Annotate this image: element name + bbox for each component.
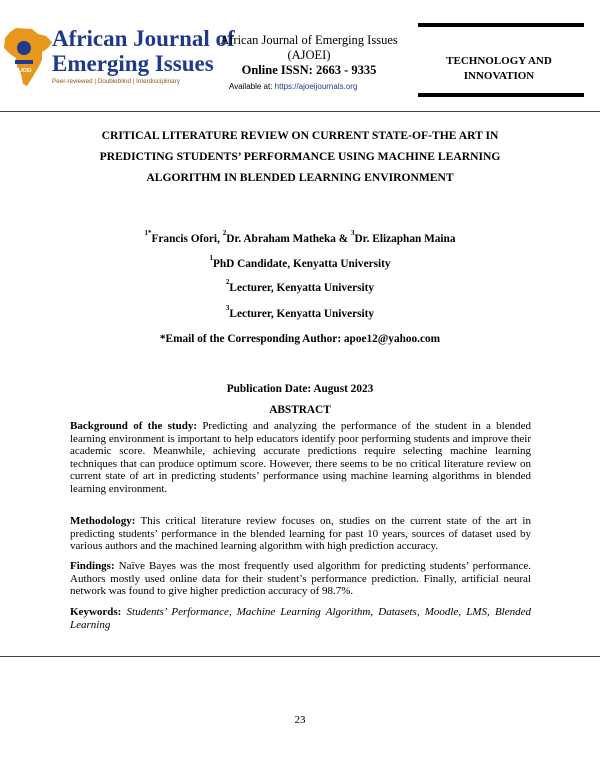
affiliation-1 [0, 254, 600, 270]
affiliation-sup: 3 [225, 304, 230, 312]
logo-title [52, 26, 235, 76]
abstract-keywords [70, 606, 531, 631]
keywords-text: Students’ Performance, Machine Learning Algorithm, Datasets, Moodle, LMS, Blended Learning [70, 606, 531, 631]
author2-sup: 2 [222, 229, 227, 237]
section-label: Findings: [70, 560, 115, 572]
affiliation-text: Lecturer, Kenyatta University [229, 282, 375, 294]
author2: Dr. Abraham Matheka & [226, 233, 352, 245]
affiliation-text: PhD Candidate, Kenyatta University [212, 258, 391, 270]
affiliation-sup: 2 [225, 278, 230, 286]
header-divider [0, 111, 600, 112]
section-label [424, 54, 574, 84]
affiliation-2 [0, 278, 600, 294]
logo-tagline: Peer-reviewed | Doubleblind | Interdisciplinary [52, 78, 180, 85]
affiliation-sup: 1 [209, 254, 213, 262]
affiliation-3 [0, 304, 600, 320]
section-label: Background of the study: [70, 420, 197, 432]
available-url[interactable]: https://ajoeijournals.org [274, 82, 358, 91]
journal-info [214, 33, 404, 78]
section-label: Keywords: [70, 606, 122, 618]
abstract-heading: ABSTRACT [269, 404, 331, 416]
footer-divider [0, 656, 600, 657]
abstract-methodology [70, 515, 531, 553]
title-line1: CRITICAL LITERATURE REVIEW ON CURRENT STATE-OF-THE ART IN [101, 129, 499, 142]
section-text: Naïve Bayes was the most frequently used algorithm for predicting students’ performance. Authors mostly used online data for their student’s performance prediction. Finally, artificial neural network was found to give higher prediction accuracy of 98.7%. [70, 560, 531, 598]
available-label: Available at: [229, 82, 273, 91]
abstract-background [70, 420, 531, 496]
journal-abbrev: (AJOEI) [287, 48, 331, 62]
title-line2: PREDICTING STUDENTS’ PERFORMANCE USING MACHINE LEARNING [99, 150, 501, 163]
section-line1: TECHNOLOGY AND [446, 55, 552, 67]
logo-title-line1: African Journal of [52, 26, 235, 51]
author1: Francis Ofori, [151, 233, 223, 245]
journal-issn: Online ISSN: 2663 - 9335 [241, 63, 377, 77]
section-bottom-bar [418, 93, 584, 97]
author-list [0, 229, 600, 245]
section-text: Predicting and analyzing the performance of the student in a blended learning environment is important to help educators identify poor performing students and improve their academic score. Meanwhile, achieving accurate predictions require selecting machine learning techniques that can produce optimum score. However, there seems to be no critical literature review on current state of art in predicting students’ performance using machine learning algorithms in blended learning environment. [70, 420, 531, 495]
article-title [75, 125, 525, 188]
author3: Dr. Elizaphan Maina [354, 233, 456, 245]
section-text: This critical literature review focuses on, studies on the current state of the art in predicting students’ performance in the blended learning for past 10 years, sources of dataset used by various authors and the machined learning algorithm with high prediction accuracy. [70, 515, 531, 553]
author1-sup: 1* [144, 229, 152, 237]
logo-title-line2: Emerging Issues [52, 51, 214, 76]
section-label: Methodology: [70, 515, 136, 527]
publication-date: Publication Date: August 2023 [226, 383, 374, 395]
availability-line [229, 82, 357, 91]
section-line2: INNOVATION [463, 70, 535, 82]
affiliation-text: Lecturer, Kenyatta University [229, 308, 375, 320]
africa-map-icon [2, 26, 54, 88]
corresponding-email: *Email of the Corresponding Author: apoe12@yahoo.com [159, 333, 441, 345]
author3-sup: 3 [351, 229, 355, 237]
page-number: 23 [294, 714, 306, 726]
title-line3: ALGORITHM IN BLENDED LEARNING ENVIRONMENT [146, 171, 454, 184]
logo-africa-text: AJOEI [16, 68, 32, 74]
section-top-bar [418, 23, 584, 27]
abstract-findings [70, 560, 531, 598]
journal-name: African Journal of Emerging Issues [220, 33, 398, 47]
